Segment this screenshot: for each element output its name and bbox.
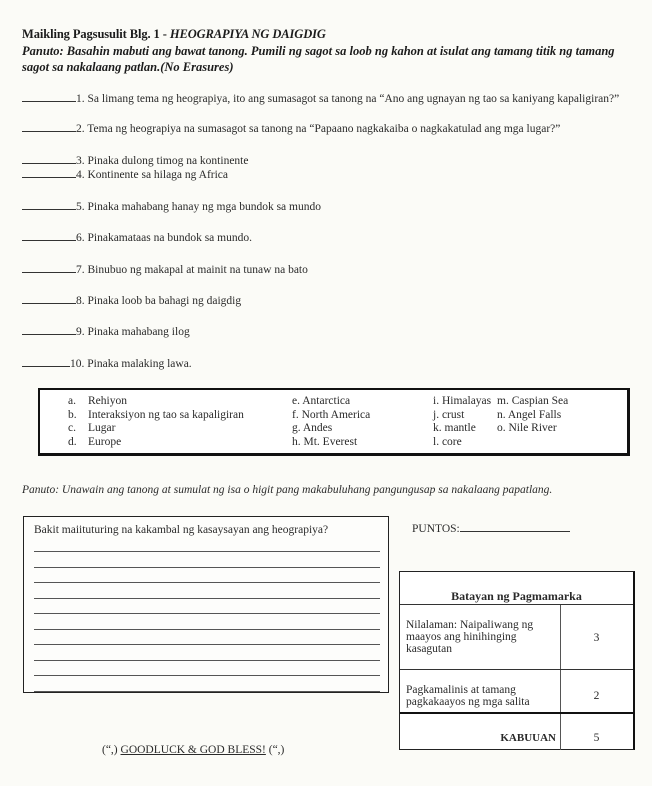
rubric-row-1 <box>400 605 633 670</box>
essay-instruction: Panuto: Unawain ang tanong at sumulat ng isa o higit pang makabuluhang pangungusap sa nakalaang papatlang. <box>22 484 553 496</box>
question-9: 9. Pinaka mahabang ilog <box>22 324 632 339</box>
answer-blank-7[interactable] <box>22 262 76 273</box>
answer-line[interactable] <box>34 660 380 661</box>
choice-b: b. Interaksiyon ng tao sa kapaligiran <box>68 408 244 421</box>
rubric-total-label: KABUUAN <box>500 732 556 744</box>
choice-a: a. Rehiyon <box>68 395 127 407</box>
choice-i: i. Himalayas <box>433 395 492 407</box>
answer-blank-8[interactable] <box>22 293 76 304</box>
choice-f: f. North America <box>292 408 371 421</box>
choice-e: e. Antarctica <box>292 395 351 407</box>
quiz-title <box>22 27 326 42</box>
answer-line[interactable] <box>34 598 380 599</box>
rubric-total-row <box>400 714 633 750</box>
choices-box <box>38 388 630 456</box>
rubric-row-2 <box>400 670 633 714</box>
score-field <box>412 521 570 535</box>
question-8: 8. Pinaka loob ba bahagi ng daigdig <box>22 293 632 308</box>
answer-blank-10[interactable] <box>22 356 70 367</box>
title-subject: HEOGRAPIYA NG DAIGDIG <box>169 27 326 41</box>
answer-line[interactable] <box>34 675 380 676</box>
essay-question: Bakit maiituturing na kakambal ng kasaysayan ang heograpiya? <box>34 524 329 536</box>
answer-line[interactable] <box>34 644 380 645</box>
question-3: 3. Pinaka dulong timog na kontinente <box>22 153 632 168</box>
answer-line[interactable] <box>34 582 380 583</box>
essay-box <box>23 516 389 693</box>
answer-line[interactable] <box>34 613 380 614</box>
choice-c: c. Lugar <box>68 422 116 434</box>
answer-blank-4[interactable] <box>22 167 76 178</box>
goodluck-text: GOODLUCK & GOD BLESS! <box>120 744 266 756</box>
instruction-text: Panuto: Basahin mabuti ang bawat tanong. Pumili ng sagot sa loob ng kahon at isulat ang tamang titik ng tamang sagot sa nakalaang patlan.(No Erasures) <box>22 44 615 74</box>
choice-g: g. Andes <box>292 422 333 434</box>
question-5: 5. Pinaka mahabang hanay ng mga bundok sa mundo <box>22 199 632 214</box>
choices-column-4 <box>497 395 568 436</box>
answer-line[interactable] <box>34 691 380 692</box>
choice-k: k. mantle <box>433 422 476 434</box>
choice-d: d. Europe <box>68 435 122 448</box>
question-2: 2. Tema ng heograpiya na sumasagot sa tanong na “Papaano nagkakaiba o nagkakatulad ang mga lugar?” <box>22 121 632 136</box>
rubric-title: Batayan ng Pagmamarka <box>400 572 633 605</box>
title-plain: Maikling Pagsusulit Blg. 1 - <box>22 27 170 41</box>
choice-n: n. Angel Falls <box>497 408 562 421</box>
answer-line[interactable] <box>34 629 380 630</box>
answer-blank-3[interactable] <box>22 153 76 164</box>
score-blank[interactable] <box>460 521 570 532</box>
answer-blank-6[interactable] <box>22 230 76 241</box>
choice-l: l. core <box>433 435 462 448</box>
choice-h: h. Mt. Everest <box>292 435 358 448</box>
answer-blank-2[interactable] <box>22 121 76 132</box>
rubric-table <box>399 571 635 750</box>
rubric-total-points: 5 <box>593 732 600 744</box>
question-7: 7. Binubuo ng makapal at mainit na tunaw na bato <box>22 262 632 277</box>
rubric-criterion-1: Nilalaman: Naipaliwang ng maayos ang hinihinging kasagutan <box>406 619 534 655</box>
question-4: 4. Kontinente sa hilaga ng Africa <box>22 167 632 182</box>
answer-blank-1[interactable] <box>22 91 76 102</box>
answer-line[interactable] <box>34 567 380 568</box>
question-10: 10. Pinaka malaking lawa. <box>22 356 632 371</box>
answer-blank-9[interactable] <box>22 324 76 335</box>
answer-blank-5[interactable] <box>22 199 76 210</box>
score-label: PUNTOS: <box>412 523 460 535</box>
footer-message: (“,) GOODLUCK & GOD BLESS! (“,) <box>102 744 285 756</box>
answer-line[interactable] <box>34 551 380 552</box>
choices-column-1 <box>68 395 244 449</box>
question-6: 6. Pinakamataas na bundok sa mundo. <box>22 230 632 245</box>
rubric-criterion-2: Pagkamalinis at tamang pagkakaayos ng mga salita <box>406 684 530 708</box>
choices-column-3 <box>433 395 491 449</box>
choice-j: j. crust <box>433 408 465 421</box>
rubric-points-1: 3 <box>593 632 600 644</box>
choice-o: o. Nile River <box>497 422 557 434</box>
rubric-points-2: 2 <box>593 690 600 702</box>
choices-column-2 <box>292 395 370 449</box>
question-1: 1. Sa limang tema ng heograpiya, ito ang sumasagot sa tanong na “Ano ang ugnayan ng tao sa kaniyang kapaligiran?” <box>22 91 632 106</box>
choice-m: m. Caspian Sea <box>497 395 569 407</box>
